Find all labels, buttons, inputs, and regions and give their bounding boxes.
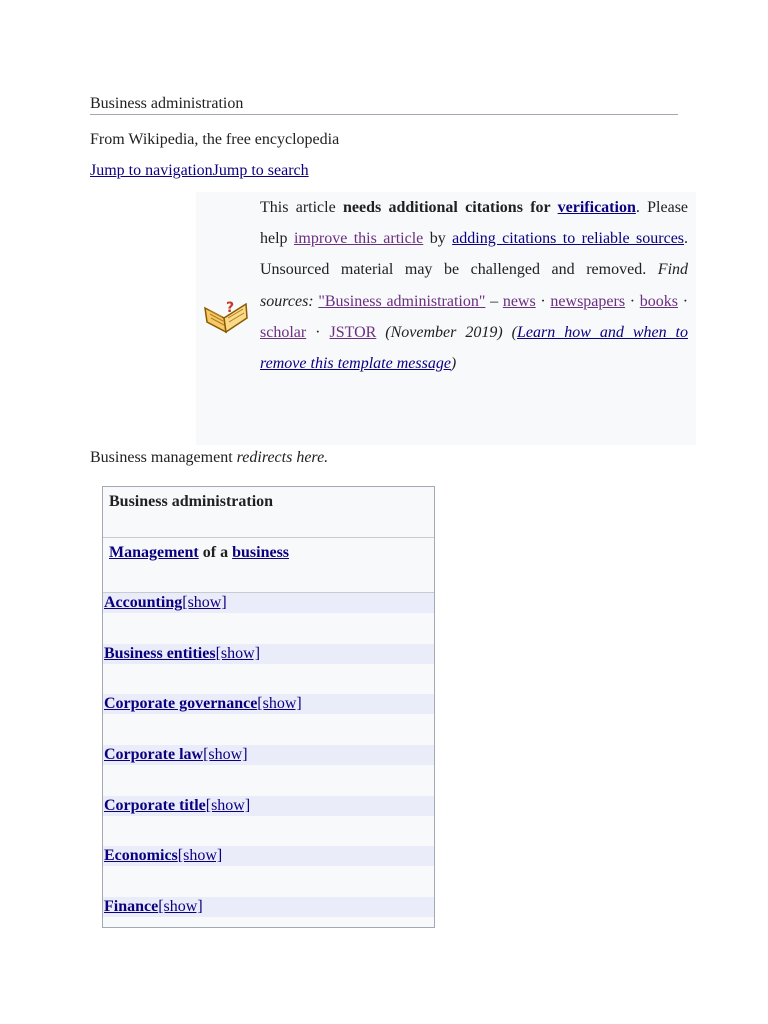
query-link[interactable]: "Business administration" — [318, 292, 486, 310]
redirect-note — [90, 448, 328, 468]
jump-links — [90, 161, 309, 181]
show-toggle[interactable]: [show] — [177, 847, 223, 865]
notice-text-segment: . Please help — [260, 199, 689, 248]
notice-emphasis: needs additional citations for — [343, 199, 558, 216]
jump-to-navigation-link[interactable]: Jump to navigation — [90, 162, 213, 179]
newspapers-link[interactable]: newspapers — [550, 292, 626, 310]
section-link[interactable]: Business entities — [104, 644, 216, 662]
jstor-link[interactable]: JSTOR — [329, 323, 377, 341]
separator: · — [625, 292, 640, 310]
infobox-section-header — [103, 694, 434, 714]
infobox-section — [103, 593, 434, 644]
separator: · — [306, 323, 330, 341]
section-link[interactable]: Corporate law — [104, 746, 204, 764]
business-link[interactable]: business — [232, 544, 290, 561]
notice-intro: This article — [260, 199, 343, 216]
infobox-section-header — [103, 593, 434, 613]
site-tagline: From Wikipedia, the free encyclopedia — [90, 131, 340, 148]
separator: · — [535, 292, 551, 310]
infobox-section — [103, 745, 434, 796]
separator: · — [678, 292, 689, 310]
section-link[interactable]: Economics — [104, 847, 178, 865]
infobox-section-header — [103, 846, 434, 866]
infobox-section — [103, 846, 434, 897]
notice-text-segment: ) — [450, 355, 457, 373]
show-toggle[interactable]: [show] — [182, 594, 227, 611]
show-toggle[interactable]: [show] — [215, 644, 261, 662]
infobox-subtitle — [103, 538, 434, 593]
improve-article-link[interactable]: improve this article — [293, 230, 424, 248]
find-sources-label: Find sources: — [260, 261, 689, 310]
jump-to-search-link[interactable]: Jump to search — [212, 162, 309, 179]
infobox-section — [103, 897, 434, 928]
notice-text-segment: – — [485, 292, 503, 310]
infobox-section-header — [103, 796, 434, 816]
section-link[interactable]: Corporate title — [104, 796, 206, 814]
redirect-term: Business management — [90, 449, 233, 466]
redirect-suffix: redirects here. — [232, 449, 329, 466]
infobox-section-header — [103, 745, 434, 765]
book-question-icon — [202, 294, 250, 334]
adding-citations-link[interactable]: adding citations to reliable sources — [452, 230, 685, 248]
infobox-section-header — [103, 644, 434, 664]
notice-text-segment: ( — [502, 323, 517, 341]
infobox-title: Business administration — [103, 487, 434, 538]
subtitle-text: of a — [198, 544, 233, 561]
notice-text — [260, 192, 688, 379]
books-link[interactable]: books — [639, 292, 679, 310]
notice-text-segment: . Unsourced material may be challenged and removed. — [260, 230, 689, 279]
infobox — [102, 486, 435, 928]
citation-needed-notice — [196, 192, 696, 445]
infobox-section — [103, 644, 434, 695]
learn-remove-link[interactable]: Learn how and when to remove this template message — [260, 323, 689, 373]
section-link[interactable]: Corporate governance — [104, 695, 258, 713]
notice-date: (November 2019) — [376, 323, 503, 341]
svg-text:?: ? — [226, 300, 235, 316]
notice-text-segment: by — [423, 230, 453, 248]
verification-link[interactable]: verification — [557, 199, 636, 216]
infobox-section — [103, 694, 434, 745]
scholar-link[interactable]: scholar — [260, 323, 307, 341]
section-link[interactable]: Finance — [104, 898, 159, 916]
infobox-sections — [103, 593, 434, 928]
show-toggle[interactable]: [show] — [158, 898, 203, 916]
news-link[interactable]: news — [502, 292, 536, 310]
management-link[interactable]: Management — [109, 544, 199, 561]
section-link[interactable]: Accounting — [104, 594, 183, 611]
show-toggle[interactable]: [show] — [205, 796, 251, 814]
infobox-section — [103, 796, 434, 847]
show-toggle[interactable]: [show] — [203, 746, 248, 764]
infobox-section-header — [103, 897, 434, 917]
page-title: Business administration — [90, 94, 678, 115]
show-toggle[interactable]: [show] — [257, 695, 302, 713]
